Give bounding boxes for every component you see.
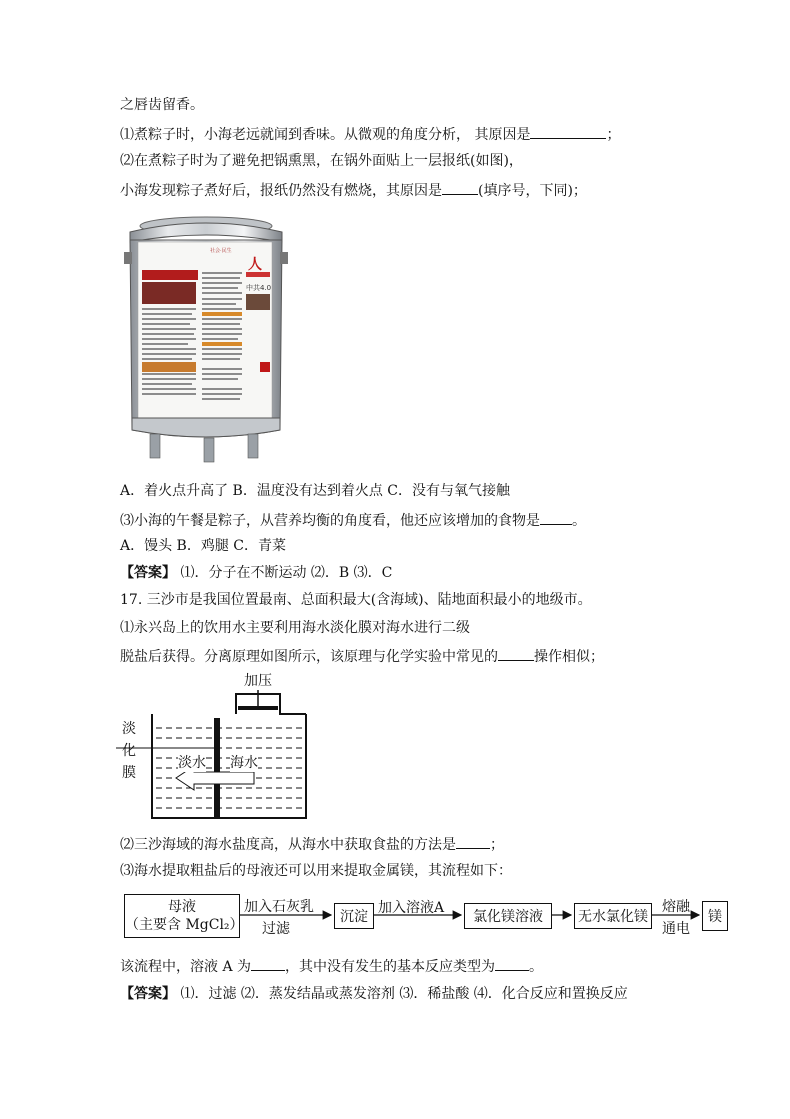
answer-17 <box>120 985 628 1003</box>
answer-label: 【答案】 <box>120 986 176 1002</box>
question-17-3: ⑶海水提取粗盐后的母液还可以用来提取金属镁，其流程如下： <box>120 863 512 879</box>
question-16-2-options: A．着火点升高了 B．温度没有达到着火点 C．没有与氧气接触 <box>120 483 511 499</box>
question-text-mid: ，其中没有发生的基本反应类型为 <box>285 959 496 975</box>
membrane-label-char: 淡 <box>122 721 136 737</box>
answer-blank <box>495 956 529 971</box>
answer-blank <box>251 956 285 971</box>
answer-text: ⑴．分子在不断运动 ⑵．B ⑶．C <box>176 565 393 581</box>
flow-node-line1: 母液 <box>168 899 196 915</box>
flow-node-magnesium: 镁 <box>702 901 728 931</box>
flow-node-precipitate: 沉淀 <box>334 903 374 929</box>
sea-water-label: 海水 <box>230 752 258 772</box>
newspaper-masthead: 社会·民生 <box>210 248 232 254</box>
flow-node-anhydrous-mgcl2: 无水氯化镁 <box>574 903 652 929</box>
intro-tail: 之唇齿留香。 <box>120 97 204 113</box>
question-tail: (填序号，下同)； <box>478 183 587 199</box>
newspaper-headline: 人 <box>248 257 262 273</box>
flow-node-line2: （主要含 MgCl₂） <box>125 917 244 933</box>
newspaper-caption: 中共4.0 <box>246 284 272 292</box>
question-tail: 。 <box>572 513 586 529</box>
question-tail: ； <box>490 837 504 853</box>
question-text: 小海发现粽子煮好后，报纸仍然没有燃烧，其原因是 <box>120 183 442 199</box>
flow-step4-top: 熔融 <box>662 899 690 915</box>
membrane-label-char: 化 <box>122 743 136 759</box>
question-17-title: 17. 三沙市是我国位置最南、总面积最大(含海域)、陆地面积最小的地级市。 <box>120 592 592 608</box>
question-16-3-options: A．馒头 B．鸡腿 C．青菜 <box>120 538 287 554</box>
fresh-water-label: 淡水 <box>178 752 206 772</box>
question-text: 脱盐后获得。分离原理如图所示，该原理与化学实验中常见的 <box>120 649 498 665</box>
flow-node-mgcl2-solution: 氯化镁溶液 <box>464 903 552 929</box>
question-text: ⑵三沙海域的海水盐度高，从海水中获取食盐的方法是 <box>120 837 456 853</box>
question-text: ⑴煮粽子时，小海老远就闻到香味。从微观的角度分析， 其原因是 <box>120 127 531 143</box>
answer-text: ⑴．过滤 ⑵．蒸发结晶或蒸发溶剂 ⑶．稀盐酸 ⑷．化合反应和置换反应 <box>176 986 628 1002</box>
question-tail: 。 <box>529 959 544 975</box>
question-text: 该流程中，溶液 A 为 <box>120 959 252 975</box>
pressure-label: 加压 <box>244 673 272 689</box>
flow-step4-bottom: 通电 <box>662 921 690 937</box>
flow-step1-bottom: 过滤 <box>262 921 290 937</box>
membrane-label-char: 膜 <box>122 765 136 781</box>
flow-step2-top: 加入溶液A <box>378 900 445 916</box>
question-16-2-line1: ⑵在煮粽子时为了避免把锅熏黑，在锅外面贴上一层报纸(如图)， <box>120 153 523 169</box>
question-tail: 操作相似； <box>534 649 604 665</box>
question-17-flow <box>120 956 543 976</box>
question-17-1-line1: ⑴永兴岛上的饮用水主要利用海水淡化膜对海水进行二级 <box>120 620 470 636</box>
question-text: ⑶小海的午餐是粽子，从营养均衡的角度看，他还应该增加的食物是 <box>120 513 540 529</box>
question-tail: ； <box>606 127 621 143</box>
flow-step1-top: 加入石灰乳 <box>244 899 314 915</box>
answer-label: 【答案】 <box>120 565 176 581</box>
